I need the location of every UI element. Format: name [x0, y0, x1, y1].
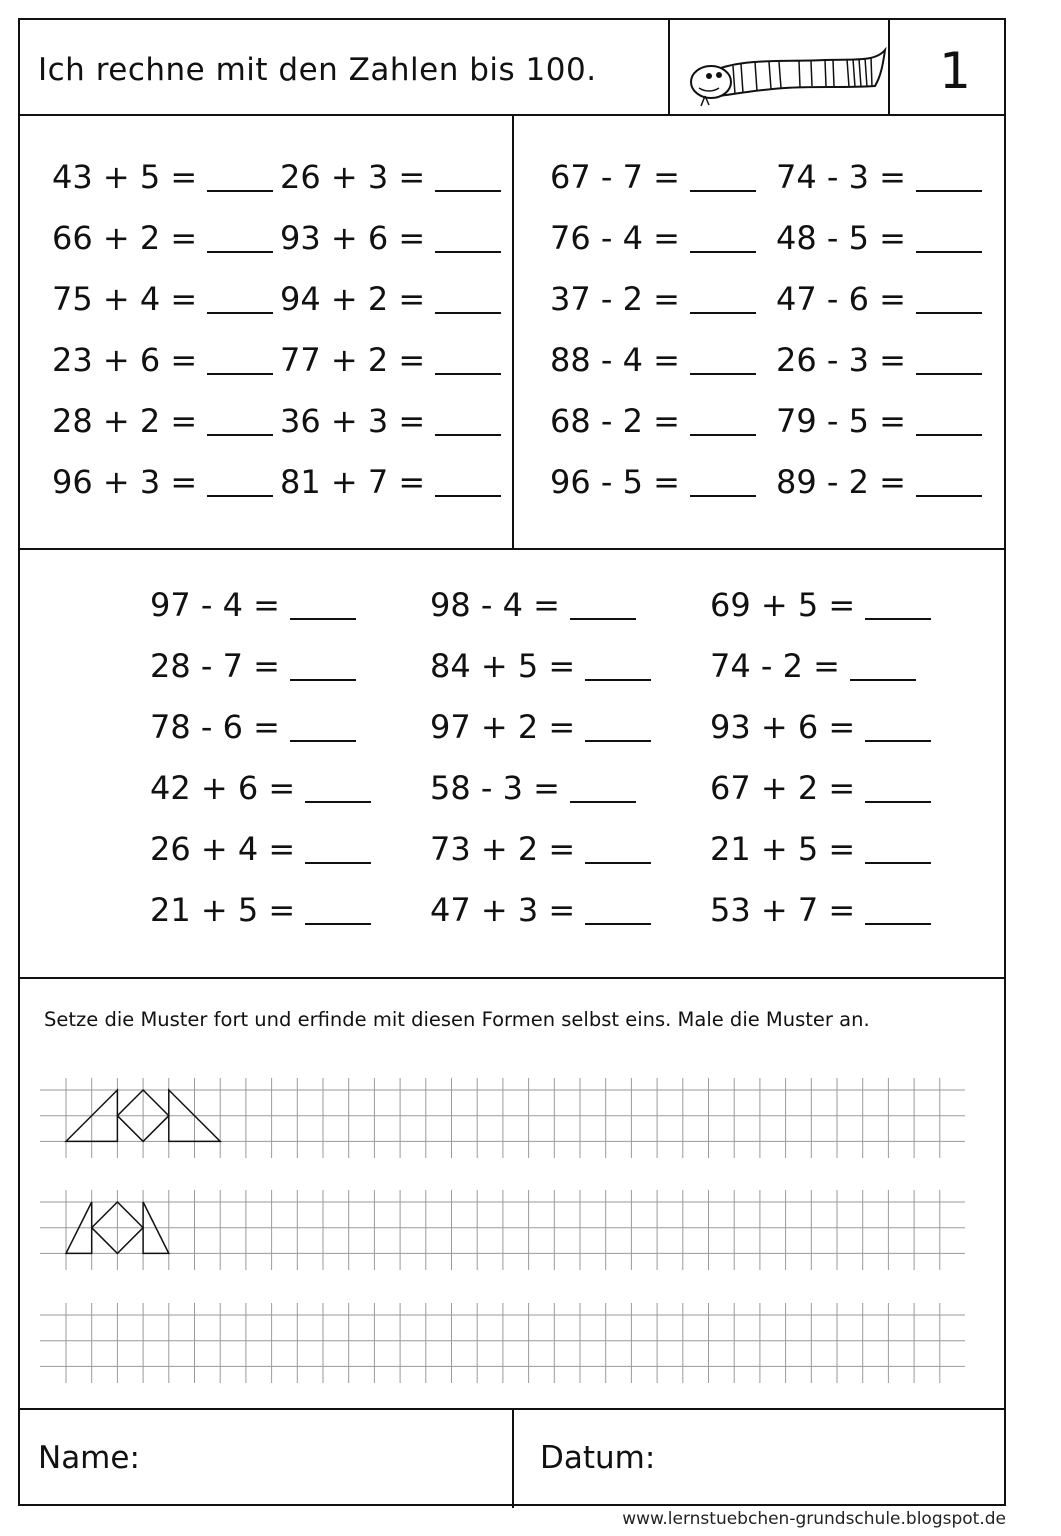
subtraction-problem: 74 - 3 =: [776, 156, 982, 196]
answer-blank[interactable]: [916, 184, 982, 192]
addition-problem: 75 + 4 =: [52, 278, 273, 318]
mixed-problem: 97 - 4 =: [150, 584, 356, 624]
divider-add-sub: [512, 114, 514, 548]
mixed-problem: 84 + 5 =: [430, 645, 651, 685]
answer-blank[interactable]: [290, 673, 356, 681]
addition-problem: 81 + 7 =: [280, 461, 501, 501]
name-label: Name:: [38, 1440, 140, 1476]
mixed-problem: 74 - 2 =: [710, 645, 916, 685]
mixed-problem: 69 + 5 =: [710, 584, 931, 624]
answer-blank[interactable]: [207, 489, 273, 497]
answer-blank[interactable]: [850, 673, 916, 681]
mixed-problem: 26 + 4 =: [150, 828, 371, 868]
answer-blank[interactable]: [207, 184, 273, 192]
answer-blank[interactable]: [690, 428, 756, 436]
answer-blank[interactable]: [690, 367, 756, 375]
date-label: Datum:: [540, 1440, 656, 1476]
subtraction-problem: 88 - 4 =: [550, 339, 756, 379]
subtraction-problem: 68 - 2 =: [550, 400, 756, 440]
mixed-problem: 93 + 6 =: [710, 706, 931, 746]
answer-blank[interactable]: [207, 367, 273, 375]
mixed-problem: 73 + 2 =: [430, 828, 651, 868]
page-number: 1: [939, 42, 971, 100]
addition-problem: 43 + 5 =: [52, 156, 273, 196]
subtraction-problem: 47 - 6 =: [776, 278, 982, 318]
answer-blank[interactable]: [865, 795, 931, 803]
answer-blank[interactable]: [305, 917, 371, 925]
subtraction-problem: 48 - 5 =: [776, 217, 982, 257]
page-title: Ich rechne mit den Zahlen bis 100.: [38, 52, 597, 88]
addition-problem: 94 + 2 =: [280, 278, 501, 318]
answer-blank[interactable]: [585, 673, 651, 681]
mixed-problem: 53 + 7 =: [710, 889, 931, 929]
addition-problem: 77 + 2 =: [280, 339, 501, 379]
answer-blank[interactable]: [916, 306, 982, 314]
answer-blank[interactable]: [585, 734, 651, 742]
answer-blank[interactable]: [305, 795, 371, 803]
subtraction-problem: 76 - 4 =: [550, 217, 756, 257]
subtraction-problem: 67 - 7 =: [550, 156, 756, 196]
answer-blank[interactable]: [916, 367, 982, 375]
mixed-problem: 98 - 4 =: [430, 584, 636, 624]
answer-blank[interactable]: [690, 184, 756, 192]
answer-blank[interactable]: [570, 795, 636, 803]
answer-blank[interactable]: [435, 428, 501, 436]
answer-blank[interactable]: [435, 306, 501, 314]
mixed-problem: 78 - 6 =: [150, 706, 356, 746]
pattern-grid-3[interactable]: [40, 1303, 965, 1383]
answer-blank[interactable]: [865, 612, 931, 620]
mixed-problem: 21 + 5 =: [150, 889, 371, 929]
subtraction-problem: 96 - 5 =: [550, 461, 756, 501]
divider-name-date: [512, 1408, 514, 1508]
divider-title-image: [668, 20, 670, 114]
mixed-problem: 97 + 2 =: [430, 706, 651, 746]
answer-blank[interactable]: [570, 612, 636, 620]
answer-blank[interactable]: [690, 245, 756, 253]
pattern-grid-2[interactable]: [40, 1190, 965, 1270]
addition-problem: 28 + 2 =: [52, 400, 273, 440]
answer-blank[interactable]: [865, 856, 931, 864]
addition-problem: 96 + 3 =: [52, 461, 273, 501]
addition-problem: 93 + 6 =: [280, 217, 501, 257]
answer-blank[interactable]: [207, 306, 273, 314]
answer-blank[interactable]: [690, 489, 756, 497]
answer-blank[interactable]: [690, 306, 756, 314]
divider-mixed-box: [20, 977, 1004, 979]
mixed-problem: 21 + 5 =: [710, 828, 931, 868]
answer-blank[interactable]: [290, 612, 356, 620]
answer-blank[interactable]: [916, 245, 982, 253]
mixed-problem: 28 - 7 =: [150, 645, 356, 685]
answer-blank[interactable]: [585, 856, 651, 864]
subtraction-problem: 89 - 2 =: [776, 461, 982, 501]
answer-blank[interactable]: [865, 917, 931, 925]
pattern-instruction: Setze die Muster fort und erfinde mit diesen Formen selbst eins. Male die Muster an.: [44, 1008, 870, 1031]
mixed-problem: 47 + 3 =: [430, 889, 651, 929]
answer-blank[interactable]: [305, 856, 371, 864]
answer-blank[interactable]: [916, 489, 982, 497]
answer-blank[interactable]: [435, 184, 501, 192]
addition-problem: 23 + 6 =: [52, 339, 273, 379]
website-link[interactable]: www.lernstuebchen-grundschule.blogspot.de: [622, 1509, 1006, 1529]
addition-problem: 36 + 3 =: [280, 400, 501, 440]
subtraction-problem: 37 - 2 =: [550, 278, 756, 318]
subtraction-problem: 26 - 3 =: [776, 339, 982, 379]
divider-top-boxes: [20, 548, 1004, 550]
answer-blank[interactable]: [290, 734, 356, 742]
worm-icon: [675, 42, 895, 112]
addition-problem: 26 + 3 =: [280, 156, 501, 196]
pattern-grid-1[interactable]: [40, 1078, 965, 1158]
subtraction-problem: 79 - 5 =: [776, 400, 982, 440]
answer-blank[interactable]: [916, 428, 982, 436]
answer-blank[interactable]: [865, 734, 931, 742]
answer-blank[interactable]: [207, 428, 273, 436]
answer-blank[interactable]: [207, 245, 273, 253]
answer-blank[interactable]: [435, 489, 501, 497]
mixed-problem: 42 + 6 =: [150, 767, 371, 807]
mixed-problem: 67 + 2 =: [710, 767, 931, 807]
mixed-problem: 58 - 3 =: [430, 767, 636, 807]
answer-blank[interactable]: [585, 917, 651, 925]
addition-problem: 66 + 2 =: [52, 217, 273, 257]
answer-blank[interactable]: [435, 245, 501, 253]
answer-blank[interactable]: [435, 367, 501, 375]
